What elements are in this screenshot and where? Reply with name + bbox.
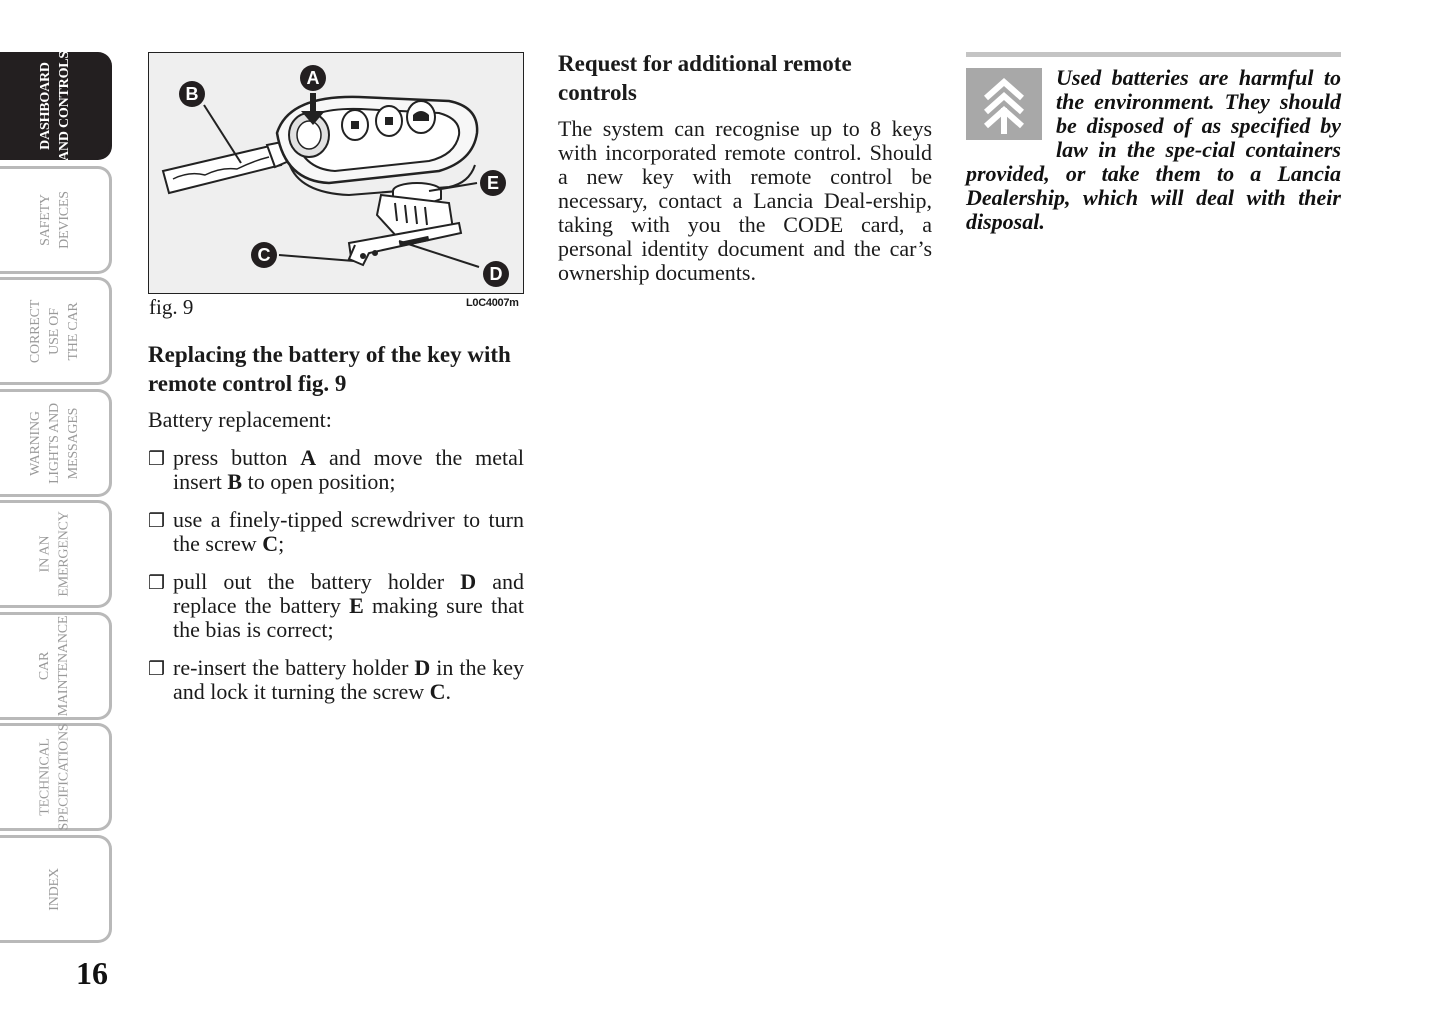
- key-battery-figure: [148, 52, 524, 294]
- component-letter: B: [227, 469, 243, 494]
- checkbox-bullet-icon: ❒: [148, 511, 166, 532]
- remote-controls-section: [558, 49, 932, 285]
- warning-text: Used batteries are harmful to the environment. They should be disposed of as specified by law in the spe-cial containers provided, or take them to a Lancia Dealership, which will deal with their disposal.: [966, 65, 1341, 234]
- battery-step: ❒ re-insert the battery holder D in the key and lock it turning the screw C.: [148, 655, 524, 704]
- component-letter: C: [429, 679, 446, 704]
- checkbox-bullet-icon: ❒: [148, 573, 166, 594]
- tab-label: TECHNICAL SPECIFICATIONS: [37, 723, 72, 831]
- component-letter: C: [262, 531, 279, 556]
- tab-in-an-emergency[interactable]: [0, 500, 112, 608]
- warning-rule: [966, 52, 1341, 57]
- tab-label: SAFETY DEVICES: [37, 191, 72, 249]
- component-letter: D: [414, 655, 431, 680]
- environment-warning: [966, 52, 1341, 234]
- callout-e: E: [480, 170, 506, 196]
- tab-label: DASHBOARD AND CONTROLS: [37, 50, 72, 162]
- battery-step: ❒ use a finely-tipped screwdriver to turn the screw C;: [148, 507, 524, 556]
- page-number: 16: [76, 955, 108, 991]
- remote-section-heading: Request for additional remote controls: [558, 51, 852, 105]
- tab-dashboard-and-controls[interactable]: [0, 52, 112, 160]
- component-letter: A: [300, 445, 317, 470]
- leader-line-c: [279, 255, 354, 261]
- battery-section-intro: Battery replacement:: [148, 407, 332, 432]
- checkbox-bullet-icon: ❒: [148, 449, 166, 470]
- tab-safety-devices[interactable]: [0, 166, 112, 274]
- tab-label: WARNING LIGHTS AND MESSAGES: [28, 402, 81, 484]
- callout-a: A: [300, 65, 326, 91]
- figure-code: L0C4007m: [466, 297, 519, 309]
- battery-steps-list: [148, 446, 524, 704]
- tab-technical-specifications[interactable]: [0, 723, 112, 831]
- callout-b: B: [179, 81, 205, 107]
- tab-index[interactable]: [0, 835, 112, 943]
- checkbox-bullet-icon: ❒: [148, 659, 166, 680]
- battery-replacement-section: [148, 340, 524, 718]
- callout-d: D: [483, 261, 509, 287]
- tab-label: INDEX: [46, 867, 62, 911]
- callout-c: C: [251, 242, 277, 268]
- component-letter: D: [460, 569, 477, 594]
- figure-caption: fig. 9: [149, 295, 194, 319]
- battery-section-heading: Replacing the battery of the key with remote control fig. 9: [148, 342, 511, 396]
- leader-line-b: [204, 105, 241, 163]
- tab-label: CAR MAINTENANCE: [37, 615, 72, 717]
- battery-step: ❒ pull out the battery holder D and replace the battery E making sure that the bias is correct;: [148, 569, 524, 642]
- battery-step: ❒ press button A and move the metal insert B to open position;: [148, 445, 524, 494]
- key-illustration: [149, 53, 523, 293]
- tab-correct-use-of-the-car[interactable]: [0, 277, 112, 385]
- leader-line-d: [399, 241, 479, 267]
- tab-label: IN AN EMERGENCY: [37, 511, 72, 597]
- component-letter: E: [349, 593, 364, 618]
- tab-car-maintenance[interactable]: [0, 612, 112, 720]
- environment-icon: [966, 68, 1042, 140]
- tab-warning-lights-and-messages[interactable]: [0, 389, 112, 497]
- tab-label: CORRECT USE OF THE CAR: [27, 299, 81, 363]
- remote-section-body: The system can recognise up to 8 keys with incorporated remote control. Should a new key with remote control be necessary, contact a Lancia Deal-ership, taking with you the CODE card, a personal identity document and the car’s ownership documents.: [558, 116, 932, 285]
